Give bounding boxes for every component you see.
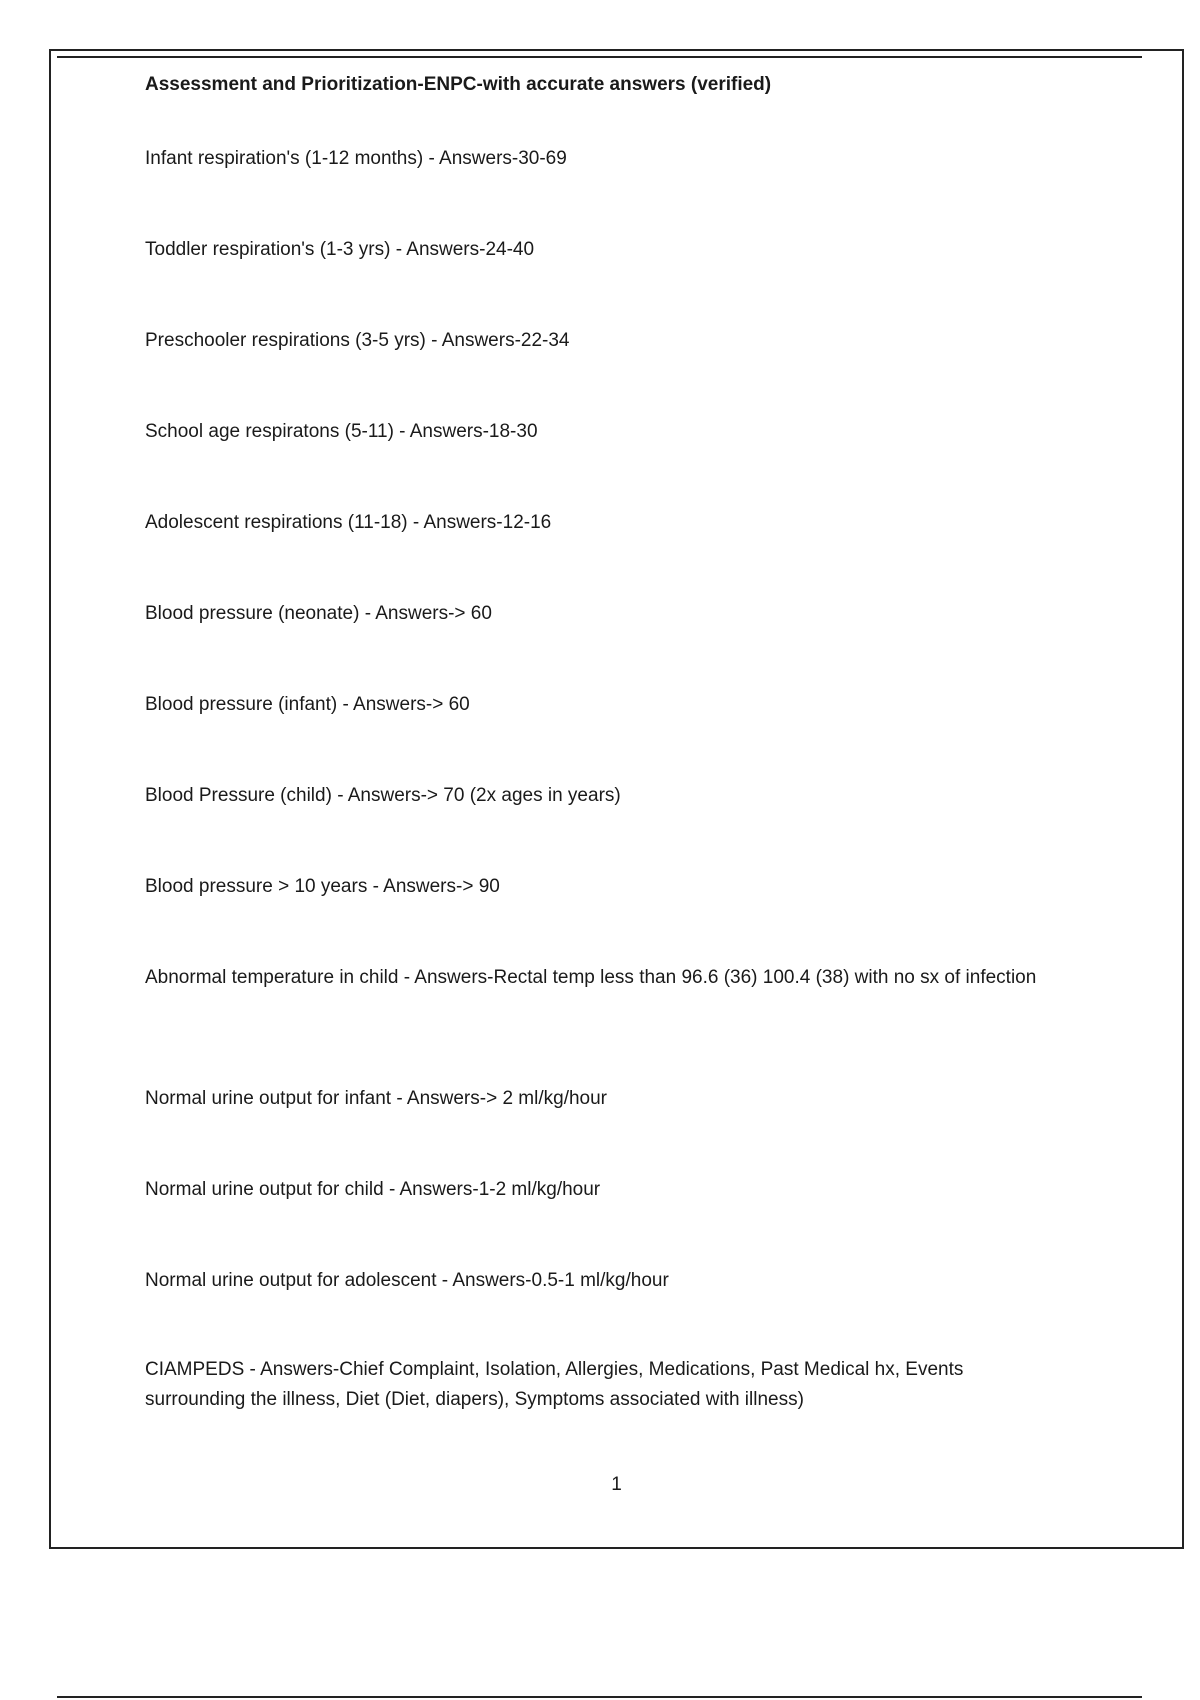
qa-item-urine-child: Normal urine output for child - Answers-1-2 ml/kg/hour [145, 1179, 601, 1200]
qa-item-infant-respirations: Infant respiration's (1-12 months) - Answers-30-69 [145, 148, 567, 169]
qa-item-bp-over-10: Blood pressure > 10 years - Answers-> 90 [145, 876, 500, 897]
qa-item-urine-adolescent: Normal urine output for adolescent - Answers-0.5-1 ml/kg/hour [145, 1270, 669, 1291]
next-page-header-rule [57, 1696, 1142, 1698]
qa-item-school-age-respirations: School age respiratons (5-11) - Answers-18-30 [145, 421, 538, 442]
document-title: Assessment and Prioritization-ENPC-with accurate answers (verified) [145, 74, 772, 95]
qa-item-bp-child: Blood Pressure (child) - Answers-> 70 (2x ages in years) [145, 785, 621, 806]
qa-item-bp-neonate: Blood pressure (neonate) - Answers-> 60 [145, 603, 492, 624]
qa-item-preschooler-respirations: Preschooler respirations (3-5 yrs) - Answers-22-34 [145, 330, 570, 351]
qa-item-urine-infant: Normal urine output for infant - Answers-> 2 ml/kg/hour [145, 1088, 608, 1109]
qa-item-bp-infant: Blood pressure (infant) - Answers-> 60 [145, 694, 470, 715]
qa-item-abnormal-temperature: Abnormal temperature in child - Answers-Rectal temp less than 96.6 (36) 100.4 (38) with no sx of infection [145, 967, 1037, 988]
header-rule [57, 56, 1142, 58]
qa-item-adolescent-respirations: Adolescent respirations (11-18) - Answers-12-16 [145, 512, 552, 533]
qa-item-ciampeds: CIAMPEDS - Answers-Chief Complaint, Isolation, Allergies, Medications, Past Medical hx, Events surrounding the illness, Diet (Diet, diapers), Symptoms associated with illness) [145, 1359, 964, 1410]
qa-item-toddler-respirations: Toddler respiration's (1-3 yrs) - Answers-24-40 [145, 239, 535, 260]
page-number: 1 [611, 1474, 622, 1495]
